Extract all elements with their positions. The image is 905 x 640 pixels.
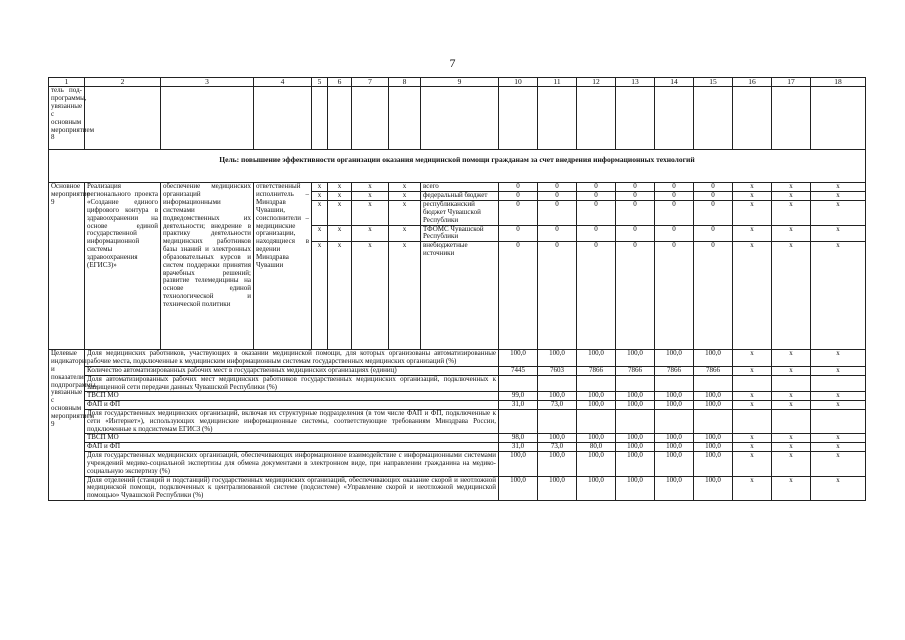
x-mark: x xyxy=(772,192,811,201)
value-cell: 7866 xyxy=(616,366,655,375)
column-number: 15 xyxy=(694,78,733,87)
x-mark: x xyxy=(772,242,811,350)
value-cell xyxy=(499,409,538,433)
x-mark: x xyxy=(733,183,772,192)
x-mark: x xyxy=(811,201,866,225)
column-number: 7 xyxy=(352,78,389,87)
x-mark: x xyxy=(328,242,352,350)
event-responsible: ответственный исполнитель – Минздрав Чувашии, соисполнители – медицинские организации, находящиеся в ведении Минздрава Чувашии xyxy=(254,183,312,350)
x-mark: x xyxy=(733,476,772,500)
x-mark: x xyxy=(328,183,352,192)
funding-source: федеральный бюджет xyxy=(421,192,499,201)
value-cell: 0 xyxy=(499,242,538,350)
value-cell: 100,0 xyxy=(694,434,733,443)
value-cell: 100,0 xyxy=(694,443,733,452)
indicator-row xyxy=(49,452,866,476)
column-number: 14 xyxy=(655,78,694,87)
value-cell: 100,0 xyxy=(616,350,655,367)
x-mark: x xyxy=(772,350,811,367)
x-mark: x xyxy=(772,183,811,192)
value-cell: 100,0 xyxy=(538,350,577,367)
x-mark: x xyxy=(733,225,772,242)
value-cell: 0 xyxy=(694,201,733,225)
x-mark: x xyxy=(811,183,866,192)
value-cell: 0 xyxy=(616,183,655,192)
x-mark: x xyxy=(733,434,772,443)
x-mark: x xyxy=(811,225,866,242)
value-cell: 7603 xyxy=(538,366,577,375)
x-mark: x xyxy=(772,366,811,375)
indicator-row xyxy=(49,375,866,392)
x-mark: x xyxy=(352,225,389,242)
value-cell: 0 xyxy=(694,225,733,242)
value-cell: 100,0 xyxy=(655,434,694,443)
x-mark: x xyxy=(352,201,389,225)
x-mark: x xyxy=(733,452,772,476)
value-cell: 100,0 xyxy=(655,392,694,401)
value-cell xyxy=(538,375,577,392)
value-cell: 0 xyxy=(655,242,694,350)
x-mark: x xyxy=(312,201,328,225)
x-mark xyxy=(772,375,811,392)
x-mark: x xyxy=(312,225,328,242)
value-cell: 0 xyxy=(694,242,733,350)
value-cell: 100,0 xyxy=(655,401,694,410)
empty-cell xyxy=(538,87,577,150)
column-number: 3 xyxy=(161,78,254,87)
continuation-row xyxy=(49,87,866,150)
value-cell: 0 xyxy=(499,201,538,225)
x-mark: x xyxy=(811,434,866,443)
x-mark: x xyxy=(733,350,772,367)
value-cell: 0 xyxy=(616,242,655,350)
value-cell: 100,0 xyxy=(577,452,616,476)
value-cell xyxy=(694,375,733,392)
x-mark: x xyxy=(733,201,772,225)
x-mark: x xyxy=(811,392,866,401)
empty-cell xyxy=(811,87,866,150)
x-mark: x xyxy=(312,192,328,201)
x-mark: x xyxy=(389,242,421,350)
x-mark: x xyxy=(328,192,352,201)
column-number: 13 xyxy=(616,78,655,87)
indicator-text: Количество автоматизированных рабочих мест в государственных медицинских организациях (единиц) xyxy=(85,366,499,375)
value-cell xyxy=(616,375,655,392)
indicator-text: Доля автоматизированных рабочих мест медицинских работников государственных медицинских организаций, подключенных к защищенной сети передачи данных Чувашской Республики (%) xyxy=(85,375,499,392)
x-mark: x xyxy=(733,242,772,350)
value-cell: 7866 xyxy=(694,366,733,375)
x-mark: x xyxy=(389,192,421,201)
empty-cell xyxy=(733,87,772,150)
value-cell: 0 xyxy=(538,183,577,192)
column-number: 18 xyxy=(811,78,866,87)
empty-cell xyxy=(694,87,733,150)
value-cell: 100,0 xyxy=(655,443,694,452)
value-cell xyxy=(616,409,655,433)
x-mark: x xyxy=(772,401,811,410)
value-cell: 0 xyxy=(694,183,733,192)
value-cell: 0 xyxy=(577,183,616,192)
value-cell: 100,0 xyxy=(616,443,655,452)
value-cell: 0 xyxy=(655,201,694,225)
x-mark: x xyxy=(733,366,772,375)
empty-cell xyxy=(421,87,499,150)
indicator-row xyxy=(49,366,866,375)
value-cell: 0 xyxy=(577,225,616,242)
value-cell: 99,0 xyxy=(499,392,538,401)
x-mark: x xyxy=(772,476,811,500)
value-cell xyxy=(538,409,577,433)
value-cell: 7866 xyxy=(577,366,616,375)
x-mark: x xyxy=(352,183,389,192)
goal-text: Цель: повышение эффективности организации оказания медицинской помощи гражданам за счет внедрения информационных технологий xyxy=(49,150,866,183)
x-mark: x xyxy=(811,443,866,452)
value-cell xyxy=(655,409,694,433)
value-cell: 0 xyxy=(655,183,694,192)
value-cell: 0 xyxy=(616,192,655,201)
x-mark: x xyxy=(811,242,866,350)
value-cell: 100,0 xyxy=(655,476,694,500)
indicator-text: ФАП и ФП xyxy=(85,401,499,410)
value-cell: 0 xyxy=(538,192,577,201)
column-number-row xyxy=(49,78,866,87)
value-cell: 100,0 xyxy=(538,434,577,443)
value-cell: 98,0 xyxy=(499,434,538,443)
value-cell: 100,0 xyxy=(694,350,733,367)
x-mark: x xyxy=(811,401,866,410)
value-cell: 73,0 xyxy=(538,401,577,410)
x-mark: x xyxy=(733,392,772,401)
x-mark xyxy=(733,375,772,392)
value-cell: 100,0 xyxy=(616,452,655,476)
value-cell: 100,0 xyxy=(577,434,616,443)
x-mark: x xyxy=(733,192,772,201)
indicator-row xyxy=(49,350,866,367)
value-cell: 0 xyxy=(499,192,538,201)
value-cell: 0 xyxy=(694,192,733,201)
value-cell: 100,0 xyxy=(616,401,655,410)
indicator-text: Доля медицинских работников, участвующих в оказании медицинской помощи, для которых организованы автоматизированные рабочие места, подключенные к медицинским информационным системам государственных медицинских организаций (%) xyxy=(85,350,499,367)
value-cell: 100,0 xyxy=(499,476,538,500)
x-mark: x xyxy=(772,452,811,476)
x-mark: x xyxy=(772,225,811,242)
empty-cell xyxy=(161,87,254,150)
empty-cell xyxy=(655,87,694,150)
x-mark xyxy=(811,375,866,392)
funding-source: республиканский бюджет Чувашской Республики xyxy=(421,201,499,225)
x-mark xyxy=(811,409,866,433)
value-cell: 31,0 xyxy=(499,401,538,410)
indicator-text: Доля отделений (станций и подстанций) государственных медицинских организаций, обеспечивающих оказание скорой и неотложной медицинской помощи, подключенных к централизованной системе (подсистеме) «Управление скорой и неотложной медицинской помощью» Чувашской Республики (%) xyxy=(85,476,499,500)
x-mark: x xyxy=(352,242,389,350)
column-number: 10 xyxy=(499,78,538,87)
value-cell: 0 xyxy=(655,225,694,242)
value-cell: 100,0 xyxy=(694,476,733,500)
column-number: 1 xyxy=(49,78,85,87)
empty-cell xyxy=(312,87,328,150)
value-cell: 0 xyxy=(577,192,616,201)
empty-cell xyxy=(328,87,352,150)
value-cell: 100,0 xyxy=(499,350,538,367)
value-cell xyxy=(577,409,616,433)
value-cell: 0 xyxy=(577,242,616,350)
column-number: 16 xyxy=(733,78,772,87)
indicators-label: Целевые индикаторы и показатели подпрограммы, увязанные с основным мероприятием 9 xyxy=(49,350,85,501)
x-mark: x xyxy=(811,366,866,375)
empty-cell xyxy=(352,87,389,150)
x-mark: x xyxy=(811,452,866,476)
value-cell: 100,0 xyxy=(577,476,616,500)
funding-source: внебюджетные источники xyxy=(421,242,499,350)
column-number: 9 xyxy=(421,78,499,87)
column-number: 17 xyxy=(772,78,811,87)
value-cell: 100,0 xyxy=(655,452,694,476)
value-cell: 100,0 xyxy=(577,392,616,401)
value-cell: 100,0 xyxy=(538,476,577,500)
value-cell: 100,0 xyxy=(577,401,616,410)
value-cell: 7445 xyxy=(499,366,538,375)
funding-source: ТФОМС Чувашской Республики xyxy=(421,225,499,242)
column-number: 4 xyxy=(254,78,312,87)
column-number: 6 xyxy=(328,78,352,87)
value-cell: 0 xyxy=(616,225,655,242)
value-cell: 0 xyxy=(577,201,616,225)
value-cell: 100,0 xyxy=(616,392,655,401)
goal-row xyxy=(49,150,866,183)
x-mark: x xyxy=(733,443,772,452)
value-cell: 100,0 xyxy=(616,434,655,443)
x-mark: x xyxy=(772,392,811,401)
empty-cell xyxy=(772,87,811,150)
indicator-text: ТВСП МО xyxy=(85,392,499,401)
value-cell: 100,0 xyxy=(538,392,577,401)
value-cell: 0 xyxy=(538,225,577,242)
value-cell: 100,0 xyxy=(538,452,577,476)
value-cell xyxy=(577,375,616,392)
value-cell: 100,0 xyxy=(577,350,616,367)
empty-cell xyxy=(499,87,538,150)
value-cell: 0 xyxy=(538,242,577,350)
indicator-text: Доля государственных медицинских организаций, включая их структурные подразделения (в том числе ФАП и ФП, подключенные к сети «Интернет»), использующих медицинские информационные системы, соответствующие требованиям Минздрава России, подключенные к подсистемам ЕГИСЗ (%) xyxy=(85,409,499,433)
x-mark: x xyxy=(352,192,389,201)
x-mark: x xyxy=(772,201,811,225)
event-name: Основное мероприятие 9 xyxy=(49,183,85,350)
column-number: 2 xyxy=(85,78,161,87)
value-cell: 100,0 xyxy=(694,392,733,401)
indicator-row xyxy=(49,409,866,433)
x-mark xyxy=(733,409,772,433)
empty-cell xyxy=(389,87,421,150)
value-cell: 0 xyxy=(616,201,655,225)
empty-cell xyxy=(85,87,161,150)
value-cell: 0 xyxy=(499,183,538,192)
empty-cell xyxy=(254,87,312,150)
page-number: 7 xyxy=(449,56,456,70)
value-cell xyxy=(499,375,538,392)
event-title: Реализация регионального проекта «Создание единого цифрового контура в здравоохранении на основе единой государственной информационной системы здравоохранения (ЕГИСЗ)» xyxy=(85,183,161,350)
value-cell: 100,0 xyxy=(694,401,733,410)
value-cell: 100,0 xyxy=(616,476,655,500)
x-mark: x xyxy=(312,183,328,192)
indicator-text: ТВСП МО xyxy=(85,434,499,443)
value-cell: 100,0 xyxy=(655,350,694,367)
x-mark: x xyxy=(772,434,811,443)
empty-cell xyxy=(577,87,616,150)
continuation-label: тель под-программы, увязанные с основным мероприятием 8 xyxy=(49,87,85,150)
value-cell: 0 xyxy=(499,225,538,242)
x-mark: x xyxy=(811,476,866,500)
x-mark: x xyxy=(811,350,866,367)
value-cell xyxy=(694,409,733,433)
value-cell: 100,0 xyxy=(499,452,538,476)
column-number: 12 xyxy=(577,78,616,87)
value-cell: 7866 xyxy=(655,366,694,375)
x-mark: x xyxy=(733,401,772,410)
x-mark: x xyxy=(328,225,352,242)
x-mark: x xyxy=(312,242,328,350)
empty-cell xyxy=(616,87,655,150)
x-mark: x xyxy=(811,192,866,201)
indicator-row xyxy=(49,434,866,443)
value-cell: 80,0 xyxy=(577,443,616,452)
x-mark xyxy=(772,409,811,433)
x-mark: x xyxy=(389,183,421,192)
indicator-text: Доля государственных медицинских организаций, обеспечивающих информационное взаимодействие с информационными системами учреждений медико-социальной экспертизы для обмена документами в электронном виде, при направлении гражданина на медико-социальную экспертизу (%) xyxy=(85,452,499,476)
x-mark: x xyxy=(389,201,421,225)
value-cell: 100,0 xyxy=(694,452,733,476)
indicator-row xyxy=(49,476,866,500)
value-cell xyxy=(655,375,694,392)
indicator-text: ФАП и ФП xyxy=(85,443,499,452)
value-cell: 0 xyxy=(655,192,694,201)
value-cell: 73,0 xyxy=(538,443,577,452)
funding-source: всего xyxy=(421,183,499,192)
indicator-row xyxy=(49,392,866,401)
value-cell: 0 xyxy=(538,201,577,225)
column-number: 11 xyxy=(538,78,577,87)
x-mark: x xyxy=(389,225,421,242)
value-cell: 31,0 xyxy=(499,443,538,452)
event-description: обеспечение медицинских организаций информационными системами подведомственных их деятельности; внедрение в практику деятельности медицинских работников базы знаний и электронных образовательных курсов и систем поддержки принятия врачебных решений; развитие телемедицины на основе единой технологической и технической политики xyxy=(161,183,254,350)
x-mark: x xyxy=(328,201,352,225)
x-mark: x xyxy=(772,443,811,452)
column-number: 8 xyxy=(389,78,421,87)
program-table xyxy=(48,77,866,501)
column-number: 5 xyxy=(312,78,328,87)
